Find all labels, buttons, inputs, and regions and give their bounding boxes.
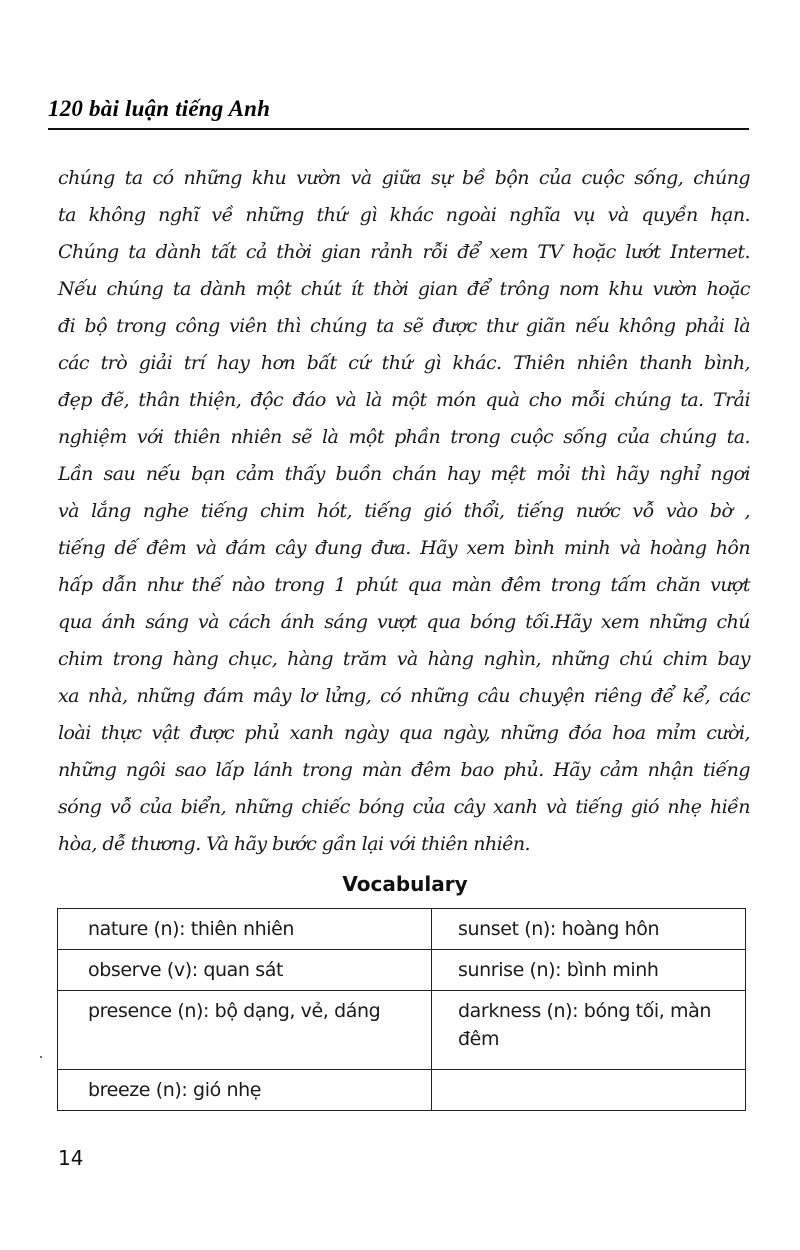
body-line: đi bộ trong công viên thì chúng ta sẽ được thư giãn nếu không phải là <box>58 315 750 337</box>
body-line: xa nhà, những đám mây lơ lửng, có những câu chuyện riêng để kể, các <box>58 685 750 707</box>
vocabulary-cell: presence (n): bộ dạng, vẻ, dáng <box>58 991 432 1070</box>
vocabulary-cell: sunrise (n): bình minh <box>432 950 746 991</box>
body-line: nghiệm với thiên nhiên sẽ là một phần trong cuộc sống của chúng ta. <box>58 426 750 448</box>
vocabulary-row <box>58 909 746 950</box>
vocabulary-heading: Vocabulary <box>342 872 468 896</box>
body-line: chim trong hàng chục, hàng trăm và hàng nghìn, những chú chim bay <box>58 648 750 670</box>
header-rule <box>48 128 749 130</box>
body-line: sóng vỗ của biển, những chiếc bóng của cây xanh và tiếng gió nhẹ hiền <box>58 796 750 818</box>
body-line: đẹp đẽ, thân thiện, độc đáo và là một món quà cho mỗi chúng ta. Trải <box>58 389 750 411</box>
body-line: qua ánh sáng và cách ánh sáng vượt qua bóng tối.Hãy xem những chú <box>58 611 750 633</box>
running-header-title: 120 bài luận tiếng Anh <box>48 96 271 121</box>
vocabulary-cell: darkness (n): bóng tối, màn đêm <box>432 991 746 1070</box>
body-line: loài thực vật được phủ xanh ngày qua ngày, những đóa hoa mỉm cười, <box>58 722 750 744</box>
body-line: ta không nghĩ về những thứ gì khác ngoài nghĩa vụ và quyền hạn. <box>58 204 750 226</box>
vocabulary-cell-empty <box>432 1070 746 1111</box>
vocabulary-table <box>57 908 746 1111</box>
body-line: hòa, dễ thương. Và hãy bước gần lại với thiên nhiên. <box>58 833 531 855</box>
vocabulary-cell: sunset (n): hoàng hôn <box>432 909 746 950</box>
body-line: các trò giải trí hay hơn bất cứ thứ gì khác. Thiên nhiên thanh bình, <box>58 352 750 374</box>
print-speck <box>40 1056 42 1058</box>
body-line: và lắng nghe tiếng chim hót, tiếng gió thổi, tiếng nước vỗ vào bờ , <box>58 500 750 522</box>
body-line: Chúng ta dành tất cả thời gian rảnh rỗi để xem TV hoặc lướt Internet. <box>58 241 750 263</box>
page-number: 14 <box>58 1146 84 1170</box>
body-line: những ngôi sao lấp lánh trong màn đêm bao phủ. Hãy cảm nhận tiếng <box>58 759 750 781</box>
body-line: hấp dẫn như thế nào trong 1 phút qua màn đêm trong tấm chăn vượt <box>58 574 750 596</box>
essay-body <box>58 160 750 863</box>
body-line: Lần sau nếu bạn cảm thấy buồn chán hay mệt mỏi thì hãy nghỉ ngơi <box>58 463 750 485</box>
vocabulary-cell: breeze (n): gió nhẹ <box>58 1070 432 1111</box>
vocabulary-row <box>58 991 746 1070</box>
vocabulary-cell: nature (n): thiên nhiên <box>58 909 432 950</box>
vocabulary-row <box>58 950 746 991</box>
body-line: chúng ta có những khu vườn và giữa sự bề bộn của cuộc sống, chúng <box>58 167 750 189</box>
vocabulary-row <box>58 1070 746 1111</box>
body-line: tiếng dế đêm và đám cây đung đưa. Hãy xem bình minh và hoàng hôn <box>58 537 750 559</box>
vocabulary-cell: observe (v): quan sát <box>58 950 432 991</box>
body-line: Nếu chúng ta dành một chút ít thời gian để trông nom khu vườn hoặc <box>58 278 750 300</box>
